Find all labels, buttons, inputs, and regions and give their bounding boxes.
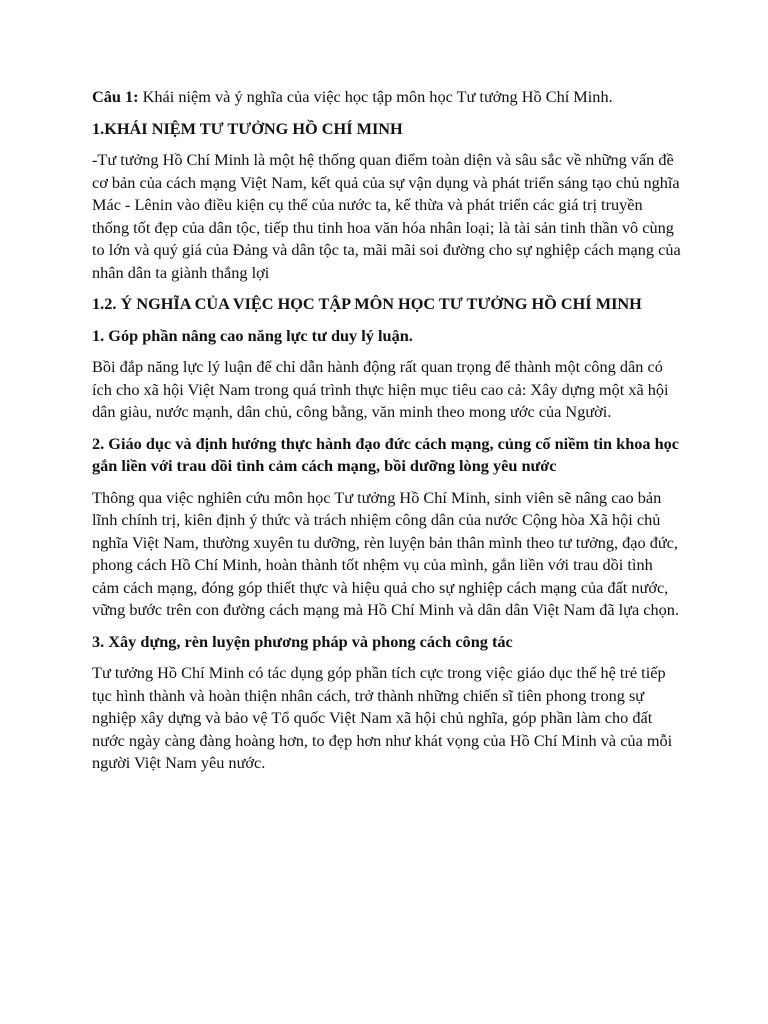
question-line	[92, 86, 682, 109]
document-page	[92, 86, 682, 784]
section2-heading: 1.2. Ý NGHĨA CỦA VIỆC HỌC TẬP MÔN HỌC TƯ TƯỞNG HỒ CHÍ MINH	[92, 294, 642, 313]
item3-body: Tư tưởng Hồ Chí Minh có tác dụng góp phần tích cực trong việc giáo dục thế hệ trẻ tiếp tục hình thành và hoàn thiện nhân cách, trở thành những chiến sĩ tiên phong trong sự nghiệp xây dựng và bảo vệ Tổ quốc Việt Nam xã hội chủ nghĩa, góp phần làm cho đất nước ngày càng đàng hoàng hơn, to đẹp hơn như khát vọng của Hồ Chí Minh và của mỗi người Việt Nam yêu nước.	[92, 663, 673, 772]
item3-title: 3. Xây dựng, rèn luyện phương pháp và phong cách công tác	[92, 631, 513, 651]
item2-title: 2. Giáo dục và định hướng thực hành đạo đức cách mạng, củng cố niềm tin khoa học gắn liền với trau dồi tình cảm cách mạng, bồi dưỡng lòng yêu nước	[92, 433, 680, 475]
question-text: Khái niệm và ý nghĩa của việc học tập môn học Tư tưởng Hồ Chí Minh.	[138, 87, 613, 106]
item1-body: Bồi đắp năng lực lý luận để chỉ dẫn hành động rất quan trọng để thành một công dân có ích cho xã hội Việt Nam trong quá trình thực hiện mục tiêu cao cả: Xây dựng một xã hội dân giàu, nước mạnh, dân chủ, công bằng, văn minh theo mong ước của Người.	[92, 357, 669, 421]
item1-title: 1. Góp phần nâng cao năng lực tư duy lý luận.	[92, 325, 413, 345]
section1-body: -Tư tưởng Hồ Chí Minh là một hệ thống quan điểm toàn diện và sâu sắc về những vấn đề cơ bản của cách mạng Việt Nam, kết quả của sự vận dụng và phát triển sáng tạo chủ nghĩa Mác - Lênin vào điều kiện cụ thể của nước ta, kế thừa và phát triển các giá trị truyền thống tốt đẹp của dân tộc, tiếp thu tinh hoa văn hóa nhân loại; là tài sản tinh thần vô cùng to lớn và quý giá của Đảng và dân tộc ta, mãi mãi soi đường cho sự nghiệp cách mạng của nhân dân ta giành thắng lợi	[92, 150, 681, 282]
section1-heading: 1.KHÁI NIỆM TƯ TƯỞNG HỒ CHÍ MINH	[92, 118, 403, 138]
question-label: Câu 1:	[92, 87, 139, 106]
item2-body: Thông qua việc nghiên cứu môn học Tư tưởng Hồ Chí Minh, sinh viên sẽ nâng cao bản lĩnh chính trị, kiên định ý thức và trách nhiệm công dân của nước Cộng hòa Xã hội chủ nghĩa Việt Nam, thường xuyên tu dưỡng, rèn luyện bản thân mình theo tư tưởng, đạo đức, phong cách Hồ Chí Minh, hoàn thành tốt nhệm vụ của mình, gắn liền với trau dồi tình cảm cách mạng, đóng góp thiết thực và hiệu quả cho sự nghiệp cách mạng của đất nước, vững bước trên con đường cách mạng mà Hồ Chí Minh và dân dân Việt Nam đã lựa chọn.	[92, 487, 680, 619]
